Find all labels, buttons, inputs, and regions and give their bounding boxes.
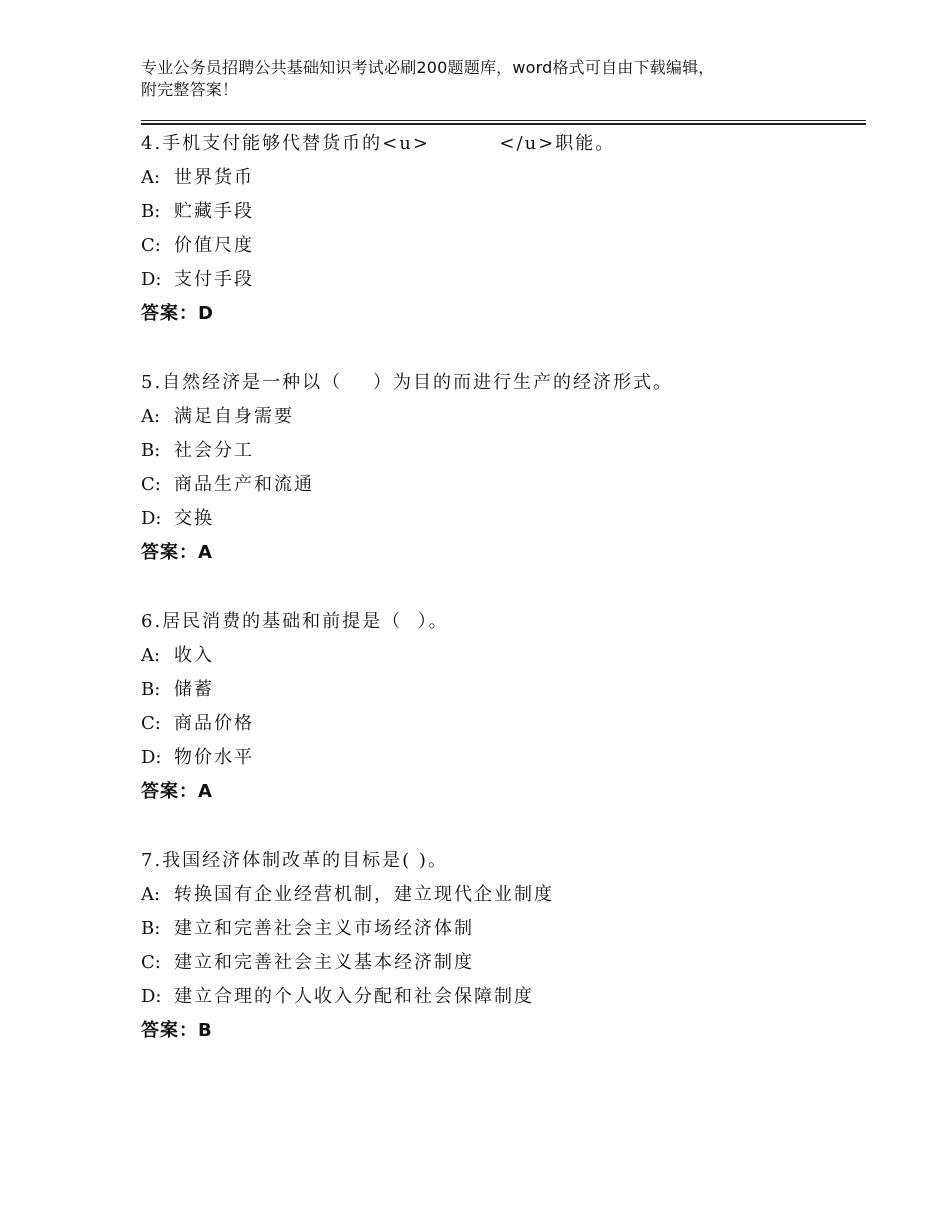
option-letter: C:: [141, 474, 161, 495]
option-text: 建立和完善社会主义基本经济制度: [174, 952, 474, 973]
answer-label: 答案：A: [141, 781, 213, 802]
document-header: [141, 57, 841, 101]
question-4: [141, 127, 866, 331]
header-divider-thin: [141, 120, 866, 121]
option-d: [141, 980, 866, 1014]
question-stem: 5.自然经济是一种以（ ）为目的而进行生产的经济形式。: [141, 372, 674, 393]
option-letter: B:: [141, 679, 161, 700]
option-text: 建立合理的个人收入分配和社会保障制度: [174, 986, 534, 1007]
answer-label: 答案：A: [141, 542, 213, 563]
option-letter: D:: [141, 269, 162, 290]
answer-label: 答案：D: [141, 303, 214, 324]
option-letter: C:: [141, 235, 161, 256]
option-text: 支付手段: [174, 269, 254, 290]
option-a: [141, 400, 866, 434]
option-letter: B:: [141, 201, 161, 222]
option-b: [141, 434, 866, 468]
option-letter: D:: [141, 508, 162, 529]
question-stem: 6.居民消费的基础和前提是（ ）。: [141, 611, 449, 632]
option-text: 转换国有企业经营机制，建立现代企业制度: [174, 884, 554, 905]
option-text: 社会分工: [174, 440, 254, 461]
question-stem: 7.我国经济体制改革的目标是( )。: [141, 850, 448, 871]
option-letter: D:: [141, 747, 162, 768]
option-c: [141, 946, 866, 980]
question-7: [141, 844, 866, 1048]
option-text: 满足自身需要: [174, 406, 294, 427]
option-c: [141, 707, 866, 741]
option-letter: A:: [141, 645, 161, 666]
option-a: [141, 639, 866, 673]
option-c: [141, 229, 866, 263]
question-6: [141, 605, 866, 809]
option-text: 物价水平: [174, 747, 254, 768]
option-text: 贮藏手段: [174, 201, 254, 222]
option-text: 收入: [174, 645, 214, 666]
option-text: 交换: [174, 508, 214, 529]
question-stem: 4.手机支付能够代替货币的<u> </u>职能。: [141, 133, 616, 154]
option-text: 建立和完善社会主义市场经济体制: [174, 918, 474, 939]
option-letter: C:: [141, 713, 161, 734]
option-d: [141, 741, 866, 775]
header-line-2: 附完整答案！: [141, 80, 239, 99]
option-text: 商品价格: [174, 713, 254, 734]
header-line-1: 专业公务员招聘公共基础知识考试必刷200题题库，word格式可自由下载编辑，: [141, 58, 715, 77]
option-b: [141, 195, 866, 229]
option-text: 价值尺度: [174, 235, 254, 256]
option-d: [141, 263, 866, 297]
option-text: 世界货币: [174, 167, 254, 188]
option-letter: B:: [141, 918, 161, 939]
option-c: [141, 468, 866, 502]
option-text: 储蓄: [174, 679, 214, 700]
option-a: [141, 878, 866, 912]
option-letter: C:: [141, 952, 161, 973]
option-letter: A:: [141, 167, 161, 188]
option-letter: D:: [141, 986, 162, 1007]
answer-label: 答案：B: [141, 1020, 213, 1041]
option-d: [141, 502, 866, 536]
header-divider-thick: [141, 123, 866, 125]
question-5: [141, 366, 866, 570]
option-letter: B:: [141, 440, 161, 461]
option-b: [141, 673, 866, 707]
option-a: [141, 161, 866, 195]
option-letter: A:: [141, 884, 161, 905]
option-letter: A:: [141, 406, 161, 427]
option-text: 商品生产和流通: [174, 474, 314, 495]
option-b: [141, 912, 866, 946]
